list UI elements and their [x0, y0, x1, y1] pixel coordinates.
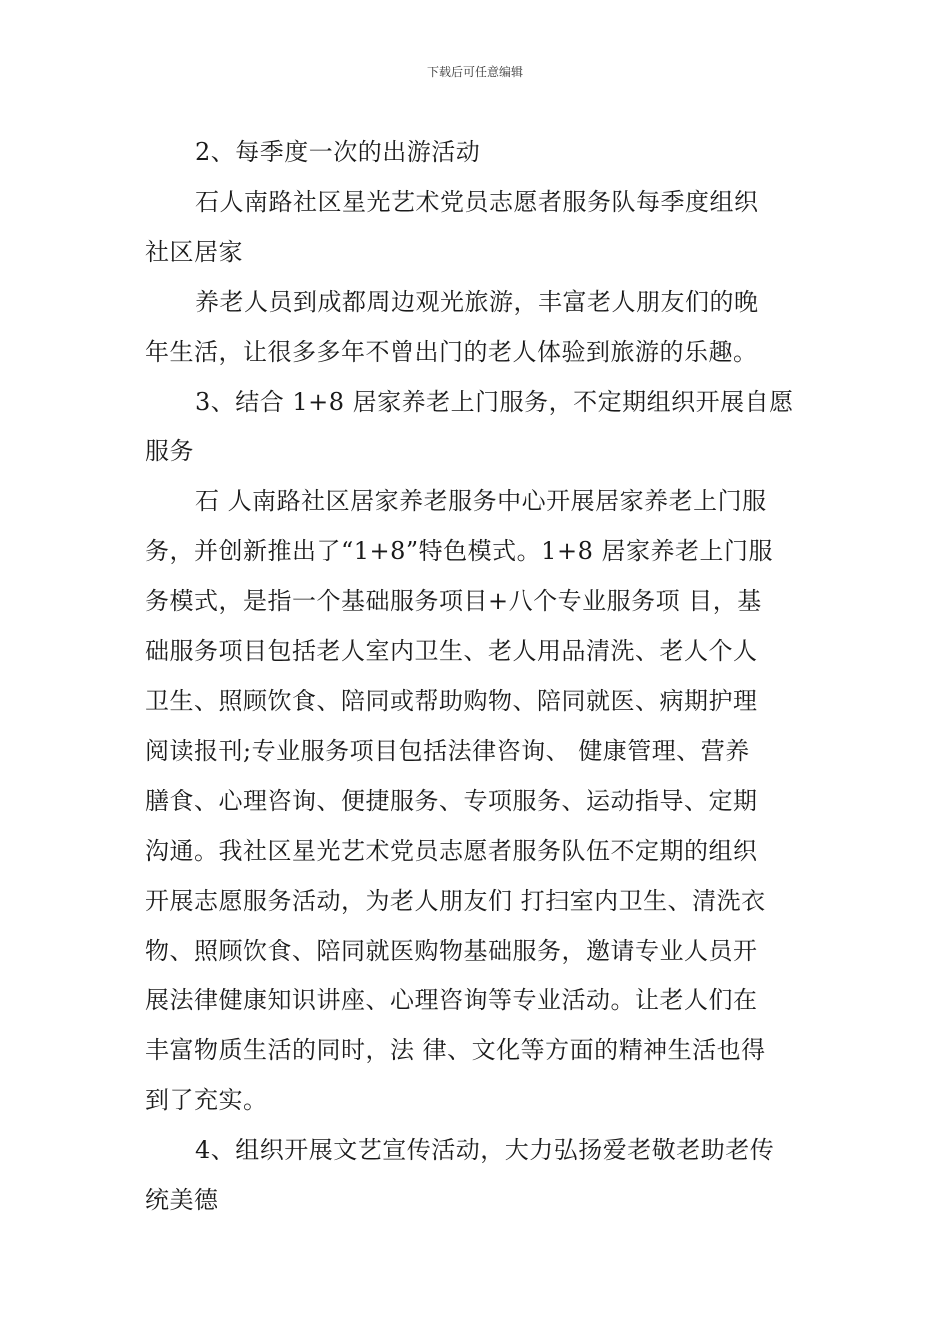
- paragraph-outing-heading: [145, 128, 807, 178]
- text-line: 卫生、照顾饮食、陪同或帮助购物、陪同就医、病期护理: [145, 686, 758, 715]
- text-line: 服务: [145, 437, 194, 466]
- text-line: 石 人南路社区居家养老服务中心开展居家养老上门服: [195, 487, 767, 516]
- text-line: 务，并创新推出了“1+8”特色模式。1+8 居家养老上门服: [145, 537, 773, 566]
- text-line: 础服务项目包括老人室内卫生、老人用品清洗、老人个人: [145, 637, 758, 666]
- paragraph-culture-heading: [145, 1126, 807, 1226]
- text-line: 丰富物质生活的同时，法 律、文化等方面的精神生活也得: [145, 1036, 766, 1065]
- text-line: 沟通。我社区星光艺术党员志愿者服务队伍不定期的组织: [145, 836, 758, 865]
- paragraph-outing-intro: [145, 178, 807, 278]
- text-line: 阅读报刊;专业服务项目包括法律咨询、 健康管理、营养: [145, 736, 750, 765]
- text-line: 2、每季度一次的出游活动: [195, 138, 481, 166]
- text-line: 展法律健康知识讲座、心理咨询等专业活动。让老人们在: [145, 986, 758, 1015]
- text-line: 4、组织开展文艺宣传活动，大力弘扬爱老敬老助老传: [195, 1136, 775, 1165]
- text-line: 开展志愿服务活动，为老人朋友们 打扫室内卫生、清洗衣: [145, 886, 766, 915]
- paragraph-outing-detail: [145, 278, 807, 378]
- page-header: 下载后可任意编辑: [426, 65, 523, 79]
- text-line: 膳食、心理咨询、便捷服务、专项服务、运动指导、定期: [145, 786, 758, 815]
- text-line: 统美德: [145, 1186, 219, 1215]
- text-line: 务模式，是指一个基础服务项目+八个专业服务项 目，基: [145, 587, 762, 616]
- text-line: 石人南路社区星光艺术党员志愿者服务队每季度组织: [195, 187, 759, 216]
- text-line: 到了充实。: [145, 1086, 268, 1115]
- text-line: 养老人员到成都周边观光旅游，丰富老人朋友们的晚: [195, 287, 759, 316]
- text-line: 年生活，让很多多年不曾出门的老人体验到旅游的乐趣。: [145, 337, 758, 366]
- text-line: 物、照顾饮食、陪同就医购物基础服务，邀请专业人员开: [145, 936, 758, 965]
- text-line: 社区居家: [145, 237, 243, 266]
- paragraph-service-heading: [145, 378, 807, 478]
- paragraph-service-detail: [145, 477, 807, 1126]
- document-body: [145, 128, 807, 1226]
- text-line: 3、结合 1+8 居家养老上门服务，不定期组织开展自愿: [195, 387, 794, 416]
